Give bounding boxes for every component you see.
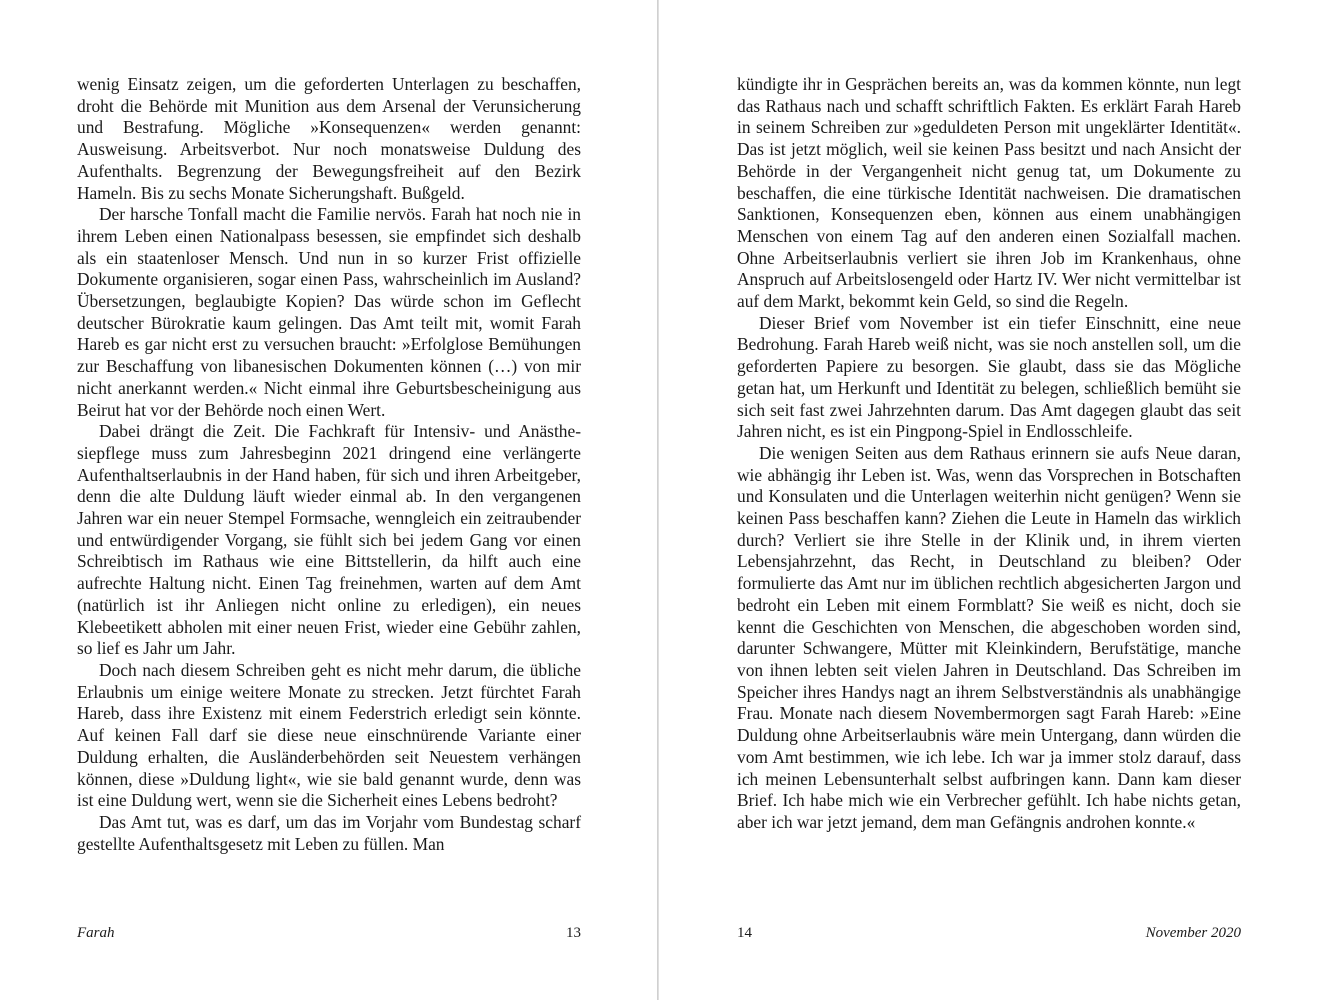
left-page-footer — [77, 925, 581, 945]
paragraph: kündigte ihr in Gesprächen bereits an, was da kommen könnte, nun legt das Rathaus nach und schafft schriftlich Fakten. Es erklärt Farah Hareb in seinem Schreiben zur »geduldeten Person mit ungeklärter Identität«. Das ist jetzt möglich, weil sie keinen Pass besitzt und nach Ansicht der Behörde in der Vergangenheit nicht genug tat, um Dokumente zu beschaffen, die eine türkische Identität nachweisen. Die dramatischen Sanktionen, Konsequenzen eben, können aus einem unabhängigen Menschen von einem Tag auf den anderen einen Sozialfall machen. Ohne Arbeitserlaubnis verliert sie ihren Job im Krankenhaus, ohne Anspruch auf Arbeitslosengeld oder Hartz IV. Wer nicht vermittelbar ist auf dem Markt, bekommt kein Geld, so sind die Regeln. — [737, 74, 1241, 312]
paragraph: Der harsche Tonfall macht die Familie nervös. Farah hat noch nie in ihrem Leben einen Nationalpass besessen, sie empfindet sich deshalb als ein staatenloser Mensch. Und nun in so kurzer Frist offizielle Dokumente organisieren, sogar einen Pass, wahrscheinlich im Ausland? Übersetzungen, beglaubigte Kopien? Das würde schon im Geflecht deutscher Bürokratie kaum gelingen. Das Amt teilt mit, womit Farah Hareb es gar nicht erst zu versuchen braucht: »Erfolglose Bemühungen zur Beschaffung von libanesischen Dokumenten können (…) von mir nicht anerkannt werden.« Nicht einmal ihre Geburtsbescheinigung aus Beirut hat vor der Behörde noch einen Wert. — [77, 204, 581, 420]
paragraph: Dieser Brief vom November ist ein tiefer Einschnitt, eine neue Bedrohung. Farah Hareb weiß nicht, was sie noch anstellen soll, um die geforderten Papiere zu besorgen. Sie glaubt, dass sie das Mögliche getan hat, um Herkunft und Identität zu belegen, schließlich bemüht sie sich seit fast zwei Jahrzehnten darum. Das Amt dagegen glaubt das seit Jahren nicht, es ist ein Pingpong-Spiel in Endlosschleife. — [737, 312, 1241, 442]
paragraph: Die wenigen Seiten aus dem Rathaus erinnern sie aufs Neue daran, wie abhängig ihr Leben ist. Was, wenn das Vorsprechen in Botschaften und Konsulaten und die Unterlagen weiterhin nicht genügen? Wenn sie keinen Pass beschaffen kann? Ziehen die Leute in Hameln das wirklich durch? Verliert sie ihre Stelle in der Klinik und, in ihrem vierten Lebensjahrzehnt, das Recht, in Deutschland zu bleiben? Oder formulierte das Amt nur im üblichen rechtlich abgesicherten Jargon und bedroht ein Leben mit einem Formblatt? Sie weiß es nicht, doch sie kennt die Geschichten von Menschen, die abgeschoben worden sind, darunter Schwangere, Mütter mit Kleinkindern, Berufstätige, manche von ihnen lebten seit vielen Jahren in Deutschland. Das Schreiben im Speicher ihres Handys nagt an ihrem Selbstverständnis als unabhängige Frau. Monate nach diesem Novembermorgen sagt Farah Hareb: »Eine Duldung ohne Arbeitserlaubnis wäre mein Untergang, dann würden die vom Amt bestimmen, wie ich lebe. Ich war ja immer stolz darauf, dass ich meinen Lebensunterhalt selbst aufbringen kann. Dann kam dieser Brief. Ich habe mich wie ein Verbrecher gefühlt. Ich habe nichts getan, aber ich war jetzt jemand, dem man Gefängnis androhen konnte.« — [737, 442, 1241, 832]
paragraph: Dabei drängt die Zeit. Die Fachkraft für Intensiv- und Anästhesiepflege muss zum Jahresbeginn 2021 dringend eine verlängerte Aufenthaltserlaubnis in der Hand haben, für sich und ihren Arbeitgeber, denn die alte Duldung läuft wieder einmal ab. In den vergangenen Jahren war ein neuer Stempel Formsache, wenngleich ein zeitraubender und entwürdigender Vorgang, sie fühlt sich bei jedem Gang vor einen Schreibtisch im Rathaus wie eine Bittstellerin, da hilft auch eine aufrechte Haltung nicht. Einen Tag freinehmen, warten auf dem Amt (natürlich ist ihr Anliegen nicht online zu erledigen), ein neues Klebeetikett abholen mit einer neuen Frist, wieder eine Gebühr zahlen, so lief es Jahr um Jahr. — [77, 421, 581, 659]
right-page-text — [737, 74, 1241, 834]
page-number: 13 — [566, 925, 581, 941]
paragraph: wenig Einsatz zeigen, um die geforderten Unterlagen zu beschaffen, droht die Behörde mit Munition aus dem Arsenal der Verunsicherung und Bestrafung. Mögliche »Konsequenzen« werden genannt: Ausweisung. Arbeitsverbot. Nur noch monatsweise Duldung des Aufenthalts. Begrenzung der Bewegungsfreiheit auf den Bezirk Hameln. Bis zu sechs Monate Sicherungshaft. Bußgeld. — [77, 74, 581, 203]
page-number: 14 — [737, 925, 752, 941]
running-title: Farah — [77, 925, 115, 941]
right-page-footer — [737, 925, 1241, 945]
paragraph: Doch nach diesem Schreiben geht es nicht mehr darum, die übliche Erlaubnis um einige weitere Monate zu strecken. Jetzt fürchtet Farah Hareb, dass ihre Existenz mit einem Federstrich erledigt sein könnte. Auf keinen Fall darf sie diese neue einschnürende Variante einer Duldung erhalten, die Ausländerbehörden seit Neuestem verhängen können, diese »Duldung light«, wie sie bald genannt wurde, denn was ist eine Duldung wert, wenn sie die Sicherheit eines Lebens bedroht? — [77, 659, 581, 811]
left-page-text — [77, 74, 581, 855]
running-title: November 2020 — [1145, 925, 1241, 941]
paragraph: Das Amt tut, was es darf, um das im Vorjahr vom Bundestag scharf gestellte Aufenthaltsgesetz mit Leben zu füllen. Man — [77, 811, 581, 854]
page-gutter — [657, 0, 659, 1000]
